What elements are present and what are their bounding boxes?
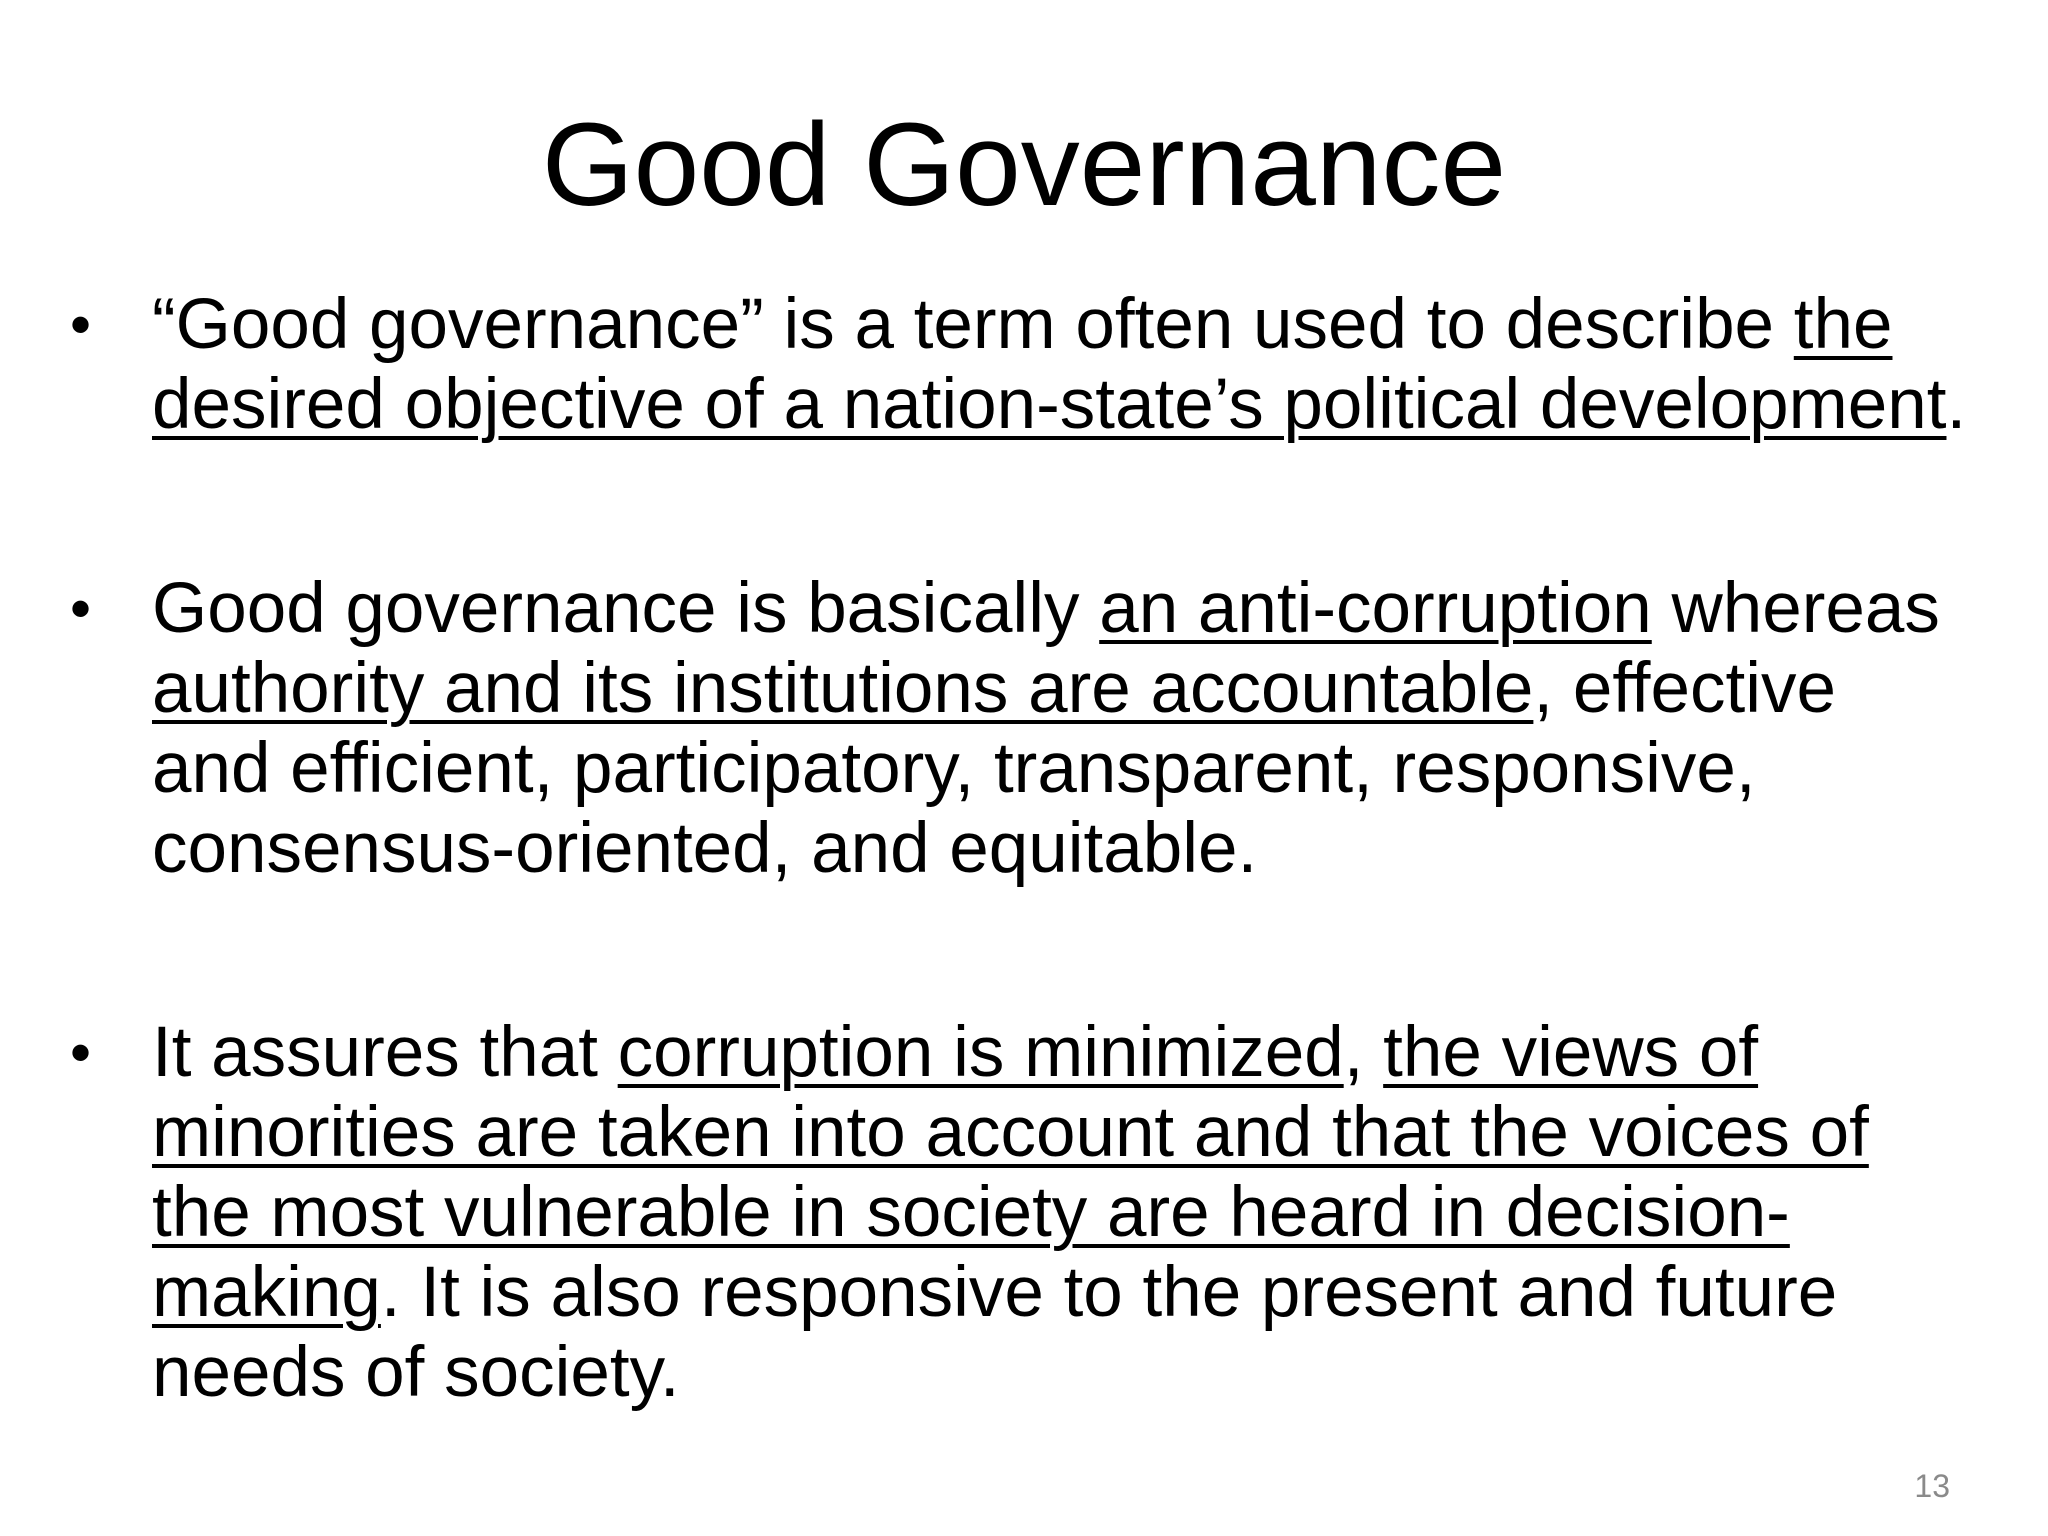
text-segment: . It is also responsive to the present and future needs of society.	[152, 1253, 1838, 1412]
text-segment: whereas	[1651, 569, 1940, 648]
underlined-text: corruption is minimized	[617, 1013, 1344, 1092]
underlined-text: an anti-corruption	[1099, 569, 1652, 648]
text-segment: .	[1946, 365, 1967, 444]
bullet-icon: •	[70, 1019, 92, 1086]
bullet-item	[70, 569, 1970, 889]
text-segment: It assures that	[152, 1013, 618, 1092]
bullet-text	[152, 569, 1940, 888]
slide-title: Good Governance	[541, 99, 1507, 231]
bullet-item	[70, 285, 1970, 445]
underlined-text: the views of minorities are taken into account and that the voices of the most vulnerable in society are heard in decision-making	[152, 1013, 1869, 1332]
bullet-text	[152, 285, 1966, 444]
page-number: 13	[1914, 1468, 1950, 1504]
bullet-text	[152, 1013, 1869, 1412]
bullet-icon: •	[70, 291, 92, 358]
underlined-text: the desired objective of a nation-state’s political development	[152, 285, 1947, 444]
text-segment: Good governance is basically	[152, 569, 1100, 648]
bullet-list	[70, 285, 1970, 1413]
text-segment: , effective and efficient, participatory, transparent, responsive, consensus-oriented, and equitable.	[152, 649, 1836, 888]
text-segment: “Good governance” is a term often used to describe	[152, 285, 1794, 364]
text-segment: ,	[1343, 1013, 1384, 1092]
underlined-text: authority and its institutions are accountable	[152, 649, 1534, 728]
bullet-icon: •	[70, 575, 92, 642]
bullet-item	[70, 1013, 1970, 1413]
